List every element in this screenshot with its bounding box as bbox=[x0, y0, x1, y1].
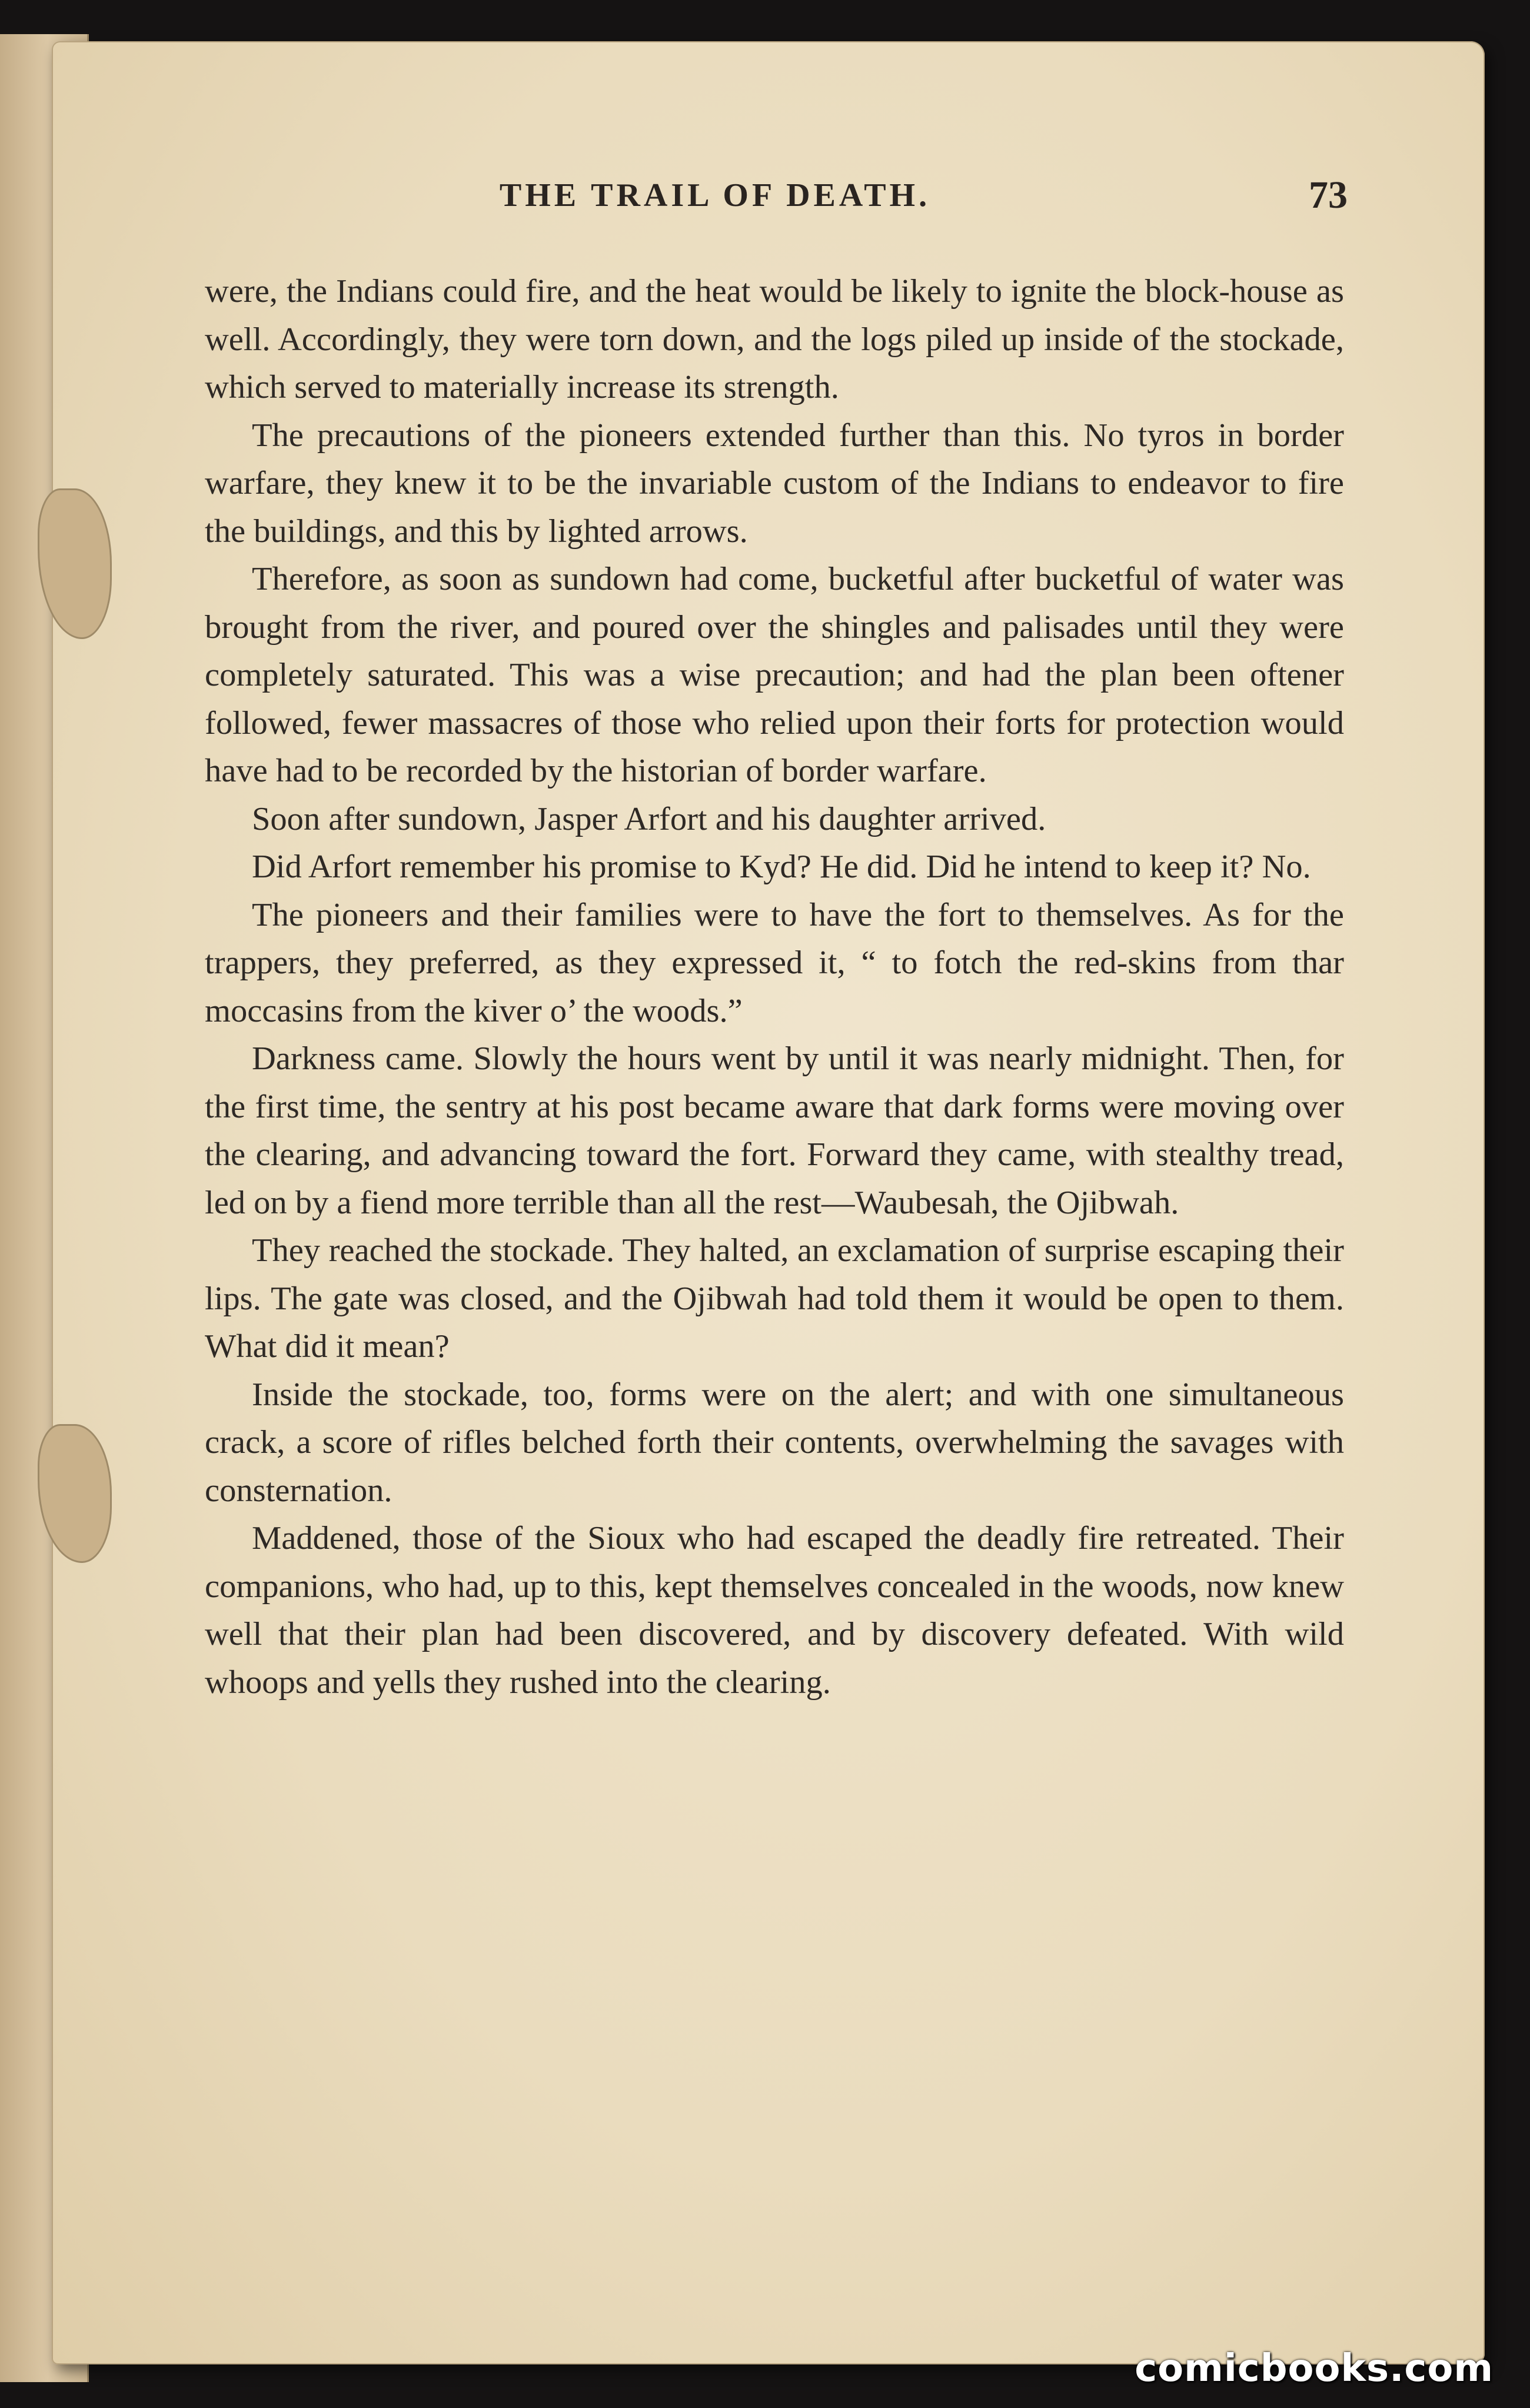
paragraph-2: The precautions of the pioneers extended further than this. No tyros in border warfare, they knew it to be the invariable custom of the Indians to endeavor to fire the buildings, and this by lighted arrows. bbox=[205, 417, 1344, 550]
paragraph-6: The pioneers and their families were to have the fort to themselves. As for the trappers, they preferred, as they expressed it, “ to fotch the red-skins from thar moccasins from the kiver o’ the woods.” bbox=[205, 896, 1344, 1029]
paragraph-4: Soon after sundown, Jasper Arfort and his daughter arrived. bbox=[252, 800, 1046, 837]
paragraph-7: Darkness came. Slowly the hours went by until it was nearly midnight. Then, for the first time, the sentry at his post became aware that dark forms were moving over the clearing, and advancing toward the fort. Forward they came, with stealthy tread, led on by a fiend more terrible than all the rest—Waubesah, the Ojibwah. bbox=[205, 1040, 1344, 1221]
paragraph-3: Therefore, as soon as sundown had come, bucketful after bucketful of water was brought from the river, and poured over the shingles and palisades until they were completely saturated. This was a wise precaution; and had the plan been oftener followed, fewer massacres of those who relied upon their forts for protection would have had to be recorded by the historian of border warfare. bbox=[205, 561, 1344, 789]
site-watermark: comicbooks.com bbox=[1135, 2347, 1494, 2390]
paragraph-5: Did Arfort remember his promise to Kyd? He did. Did he intend to keep it? No. bbox=[252, 849, 1311, 885]
running-head bbox=[82, 174, 1348, 230]
paragraph-9: Inside the stockade, too, forms were on the alert; and with one simultaneous crack, a score of rifles belched forth their contents, overwhelming the savages with consternation. bbox=[205, 1376, 1344, 1509]
running-head-title: THE TRAIL OF DEATH. bbox=[499, 177, 931, 214]
page-body-text bbox=[205, 268, 1344, 1707]
page-number: 73 bbox=[1309, 174, 1348, 217]
paragraph-1: were, the Indians could fire, and the heat would be likely to ignite the block-house as well. Accordingly, they were torn down, and the logs piled up inside of the stockade, which served to materially increase its strength. bbox=[205, 273, 1344, 405]
paragraph-8: They reached the stockade. They halted, an exclamation of surprise escaping their lips. The gate was closed, and the Ojibwah had told them it would be open to them. What did it mean? bbox=[205, 1232, 1344, 1365]
paragraph-10: Maddened, those of the Sioux who had escaped the deadly fire retreated. Their companions, who had, up to this, kept themselves concealed in the woods, now knew well that their plan had been discovered, and by discovery defeated. With wild whoops and yells they rushed into the clearing. bbox=[205, 1520, 1344, 1701]
